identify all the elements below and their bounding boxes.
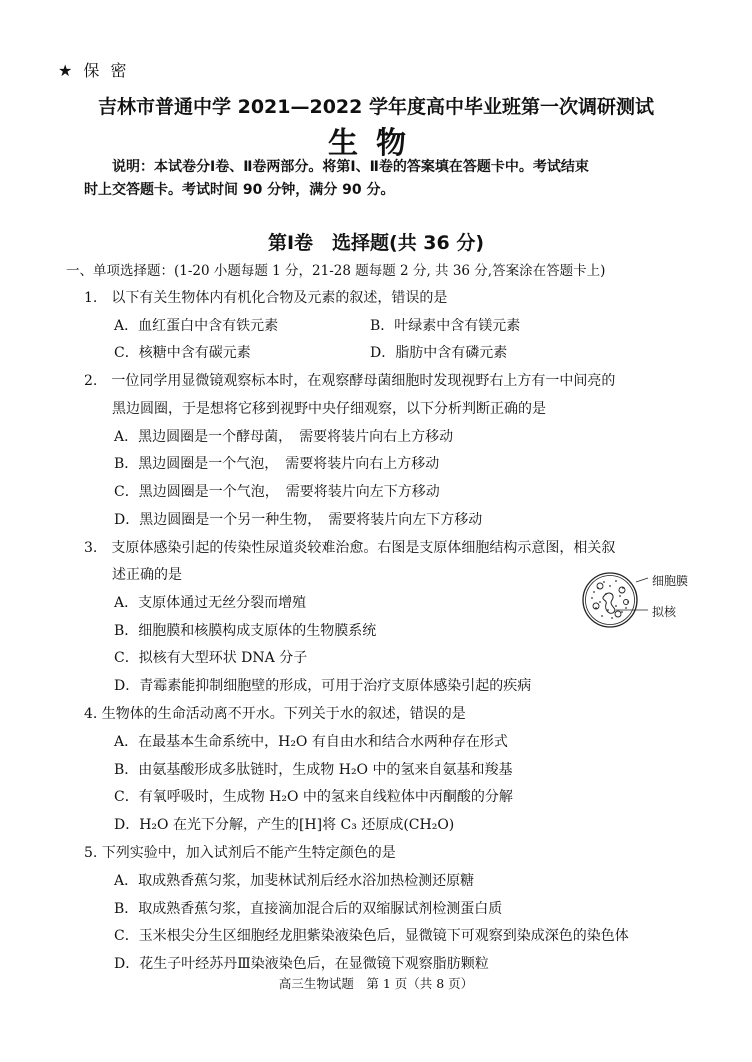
instructions-line-1: 说明：本试卷分Ⅰ卷、Ⅱ卷两部分。将第Ⅰ、Ⅱ卷的答案填在答题卡中。考试结束 [112, 159, 589, 175]
section-instruction: 一、单项选择题：(1-20 小题每题 1 分，21-28 题每题 2 分, 共 36 分,答案涂在答题卡上) [66, 263, 606, 279]
question-3-option-b: B．细胞膜和核膜构成支原体的生物膜系统 [114, 623, 377, 639]
question-3-stem-line-2: 述正确的是 [112, 567, 182, 583]
figure-label-nucleoid: 拟核 [652, 605, 677, 619]
question-3-stem-line-1: 3. 支原体感染引起的传染性尿道炎较难治愈。右图是支原体细胞结构示意图，相关叙 [84, 540, 616, 556]
page-footer: 高三生物试题 第 1 页（共 8 页） [278, 976, 474, 991]
question-5-option-b: B．取成熟香蕉匀浆，直接滴加混合后的双缩脲试剂检测蛋白质 [114, 901, 503, 917]
question-2-option-a: A．黑边圆圈是一个酵母菌， 需要将装片向右上方移动 [114, 429, 454, 445]
question-2-stem-line-2: 黑边圆圈，于是想将它移到视野中央仔细观察，以下分析判断正确的是 [112, 401, 546, 417]
instructions-line-2: 时上交答题卡。考试时间 90 分钟，满分 90 分。 [84, 182, 395, 198]
question-4-option-d: D．H₂O 在光下分解，产生的[H]将 C₃ 还原成(CH₂O) [114, 817, 455, 833]
question-1-option-d: D．脂肪中含有磷元素 [370, 345, 508, 361]
figure-label-cell-membrane: 细胞膜 [652, 574, 689, 588]
question-3-option-c: C．拟核有大型环状 DNA 分子 [114, 650, 308, 666]
question-4-option-a: A．在最基本生命系统中，H₂O 有自由水和结合水两种存在形式 [114, 734, 508, 750]
question-1-stem: 1. 以下有关生物体内有机化合物及元素的叙述，错误的是 [84, 290, 448, 306]
confidential-mark: ★ 保 密 [58, 61, 130, 80]
question-2-option-c: C．黑边圆圈是一个气泡， 需要将装片向左下方移动 [114, 484, 440, 500]
question-5-stem: 5. 下列实验中，加入试剂后不能产生特定颜色的是 [84, 845, 396, 861]
question-1-option-a: A．血红蛋白中含有铁元素 [114, 318, 279, 334]
section-title: 第Ⅰ卷 选择题(共 36 分) [267, 232, 485, 254]
question-5-option-c: C．玉米根尖分生区细胞经龙胆紫染液染色后，显微镜下可观察到染成深色的染色体 [114, 928, 629, 944]
question-3-option-a: A．支原体通过无丝分裂而增殖 [114, 595, 307, 611]
question-4-option-b: B．由氨基酸形成多肽链时，生成物 H₂O 中的氢来自氨基和羧基 [114, 762, 513, 778]
exam-title: 吉林市普通中学 2021—2022 学年度高中毕业班第一次调研测试 [98, 96, 654, 118]
question-1-option-b: B．叶绿素中含有镁元素 [370, 318, 521, 334]
question-1-option-c: C．核糖中含有碳元素 [114, 345, 251, 361]
question-3-option-d: D．青霉素能抑制细胞壁的形成，可用于治疗支原体感染引起的疾病 [114, 678, 532, 694]
question-4-stem: 4. 生物体的生命活动离不开水。下列关于水的叙述，错误的是 [84, 706, 466, 722]
exam-instructions [84, 156, 684, 202]
question-5-option-a: A．取成熟香蕉匀浆，加斐林试剂后经水浴加热检测还原糖 [114, 873, 475, 889]
question-2-option-b: B．黑边圆圈是一个气泡， 需要将装片向右上方移动 [114, 456, 440, 472]
question-4-option-c: C．有氧呼吸时，生成物 H₂O 中的氢来自线粒体中丙酮酸的分解 [114, 789, 513, 805]
question-5-option-d: D．花生子叶经苏丹Ⅲ染液染色后，在显微镜下观察脂肪颗粒 [114, 956, 489, 972]
question-2-option-d: D．黑边圆圈是一个另一种生物， 需要将装片向左下方移动 [114, 512, 483, 528]
question-2-stem-line-1: 2. 一位同学用显微镜观察标本时，在观察酵母菌细胞时发现视野右上方有一中间亮的 [84, 373, 616, 389]
subject-title: 生物 [328, 126, 424, 161]
